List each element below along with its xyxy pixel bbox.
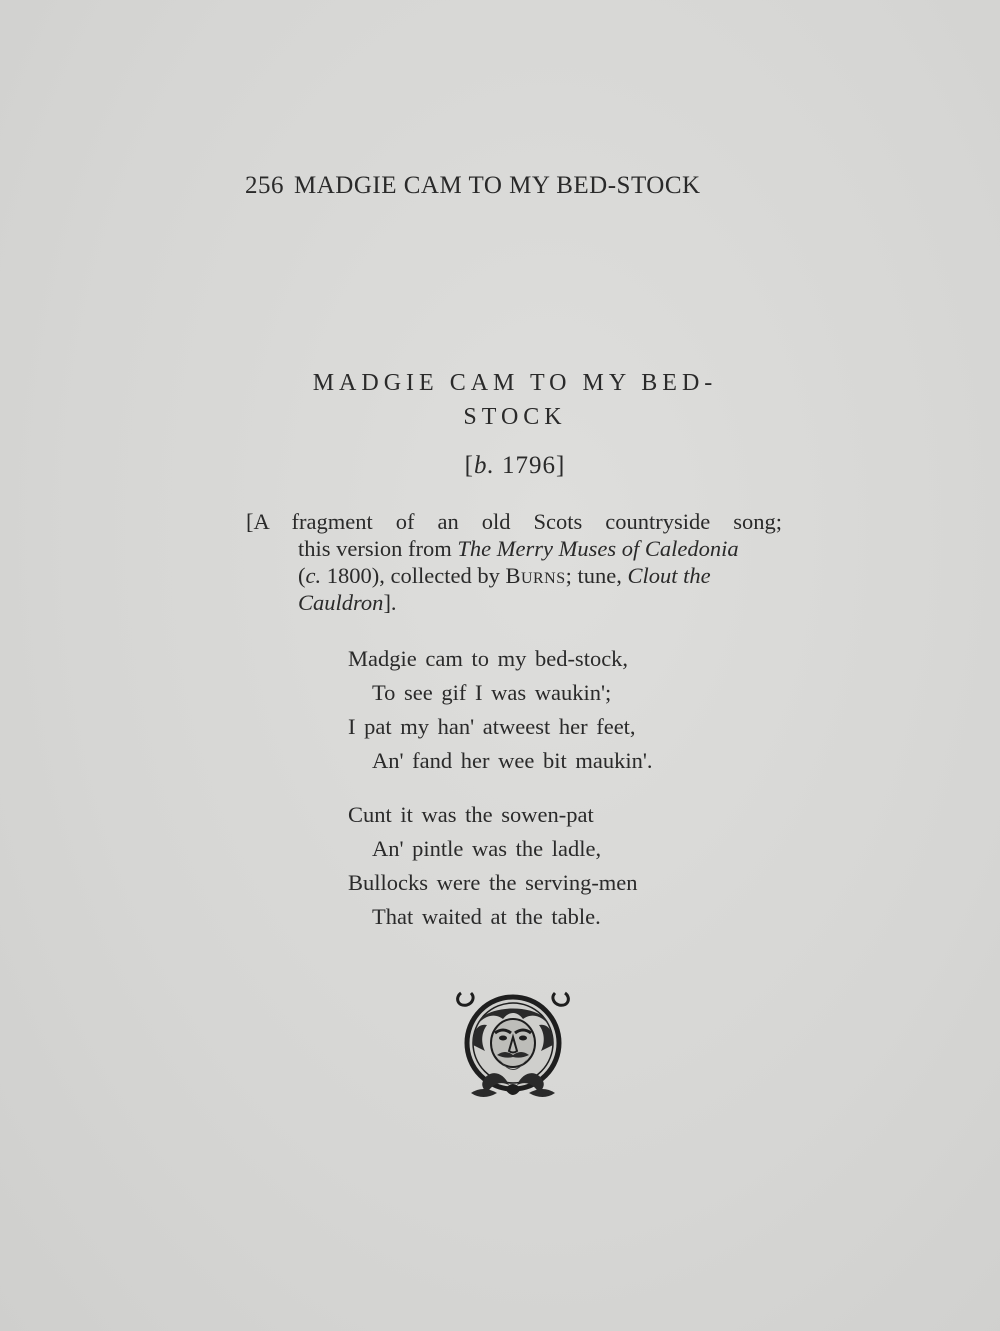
verse-line: To see gif I was waukin'; xyxy=(372,680,612,705)
note-source-title: The Merry Muses of Caledonia xyxy=(457,536,739,561)
date-abbrev: b. xyxy=(474,452,495,479)
verse-line: Madgie cam to my bed-stock, xyxy=(348,646,629,671)
stanza-2 xyxy=(348,798,638,934)
running-head-title: MADGIE CAM TO MY BED-STOCK xyxy=(294,172,701,199)
verse-line: Bullocks were the serving-men xyxy=(348,870,638,895)
page-number: 256 xyxy=(245,172,284,199)
date-year: 1796] xyxy=(494,452,566,479)
date-line xyxy=(250,452,780,480)
note-circa: c. xyxy=(305,563,322,588)
poem-title-line-1: MADGIE CAM TO MY BED- xyxy=(312,370,718,396)
verse-line: An' fand her wee bit maukin'. xyxy=(372,748,653,773)
note-line-2 xyxy=(246,535,786,562)
verse-line: Cunt it was the sowen-pat xyxy=(348,802,594,827)
verse-line: An' pintle was the ladle, xyxy=(372,836,602,861)
stanza-1 xyxy=(348,642,653,778)
note-tune-label: ; tune, xyxy=(565,563,628,588)
green-man-mask-icon xyxy=(453,985,573,1103)
note-line-1: [A fragment of an old Scots countryside song; xyxy=(246,509,782,534)
verse-line: That waited at the table. xyxy=(372,904,601,929)
note-line-3-text: 1800), collected by xyxy=(321,563,506,588)
note-author: Burns xyxy=(505,563,566,588)
verse-line: I pat my han' atweest her feet, xyxy=(348,714,636,739)
date-bracket: [ xyxy=(464,452,474,479)
note-line-3 xyxy=(246,562,786,589)
note-tune-title-part-1: Clout the xyxy=(627,563,711,588)
note-paren: ( xyxy=(298,563,306,588)
editorial-note xyxy=(246,508,786,616)
poem-title-line-2: STOCK xyxy=(463,404,567,430)
note-close-bracket: ]. xyxy=(383,590,397,615)
running-head xyxy=(245,172,765,200)
poem-title xyxy=(250,366,780,434)
note-line-2-text: this version from xyxy=(298,536,458,561)
note-line-4 xyxy=(246,589,786,616)
note-tune-title-part-2: Cauldron xyxy=(298,590,384,615)
